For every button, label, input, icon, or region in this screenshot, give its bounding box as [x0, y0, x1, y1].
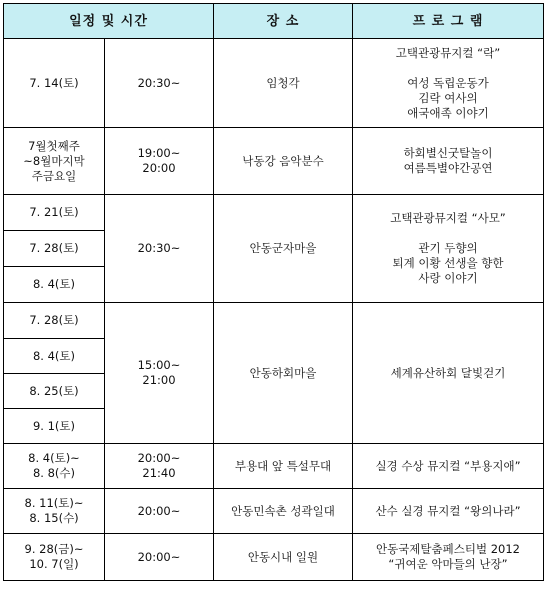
place-cell: 안동하회마을 — [214, 303, 353, 444]
header-program: 프 로 그 램 — [353, 4, 544, 39]
table-row — [4, 489, 544, 534]
date-cell: 8. 4(토) — [4, 267, 105, 303]
date-cell: 7. 28(토) — [4, 303, 105, 339]
table-row — [4, 444, 544, 489]
program-cell: 세계유산하회 달빛걷기 — [353, 303, 544, 444]
program-cell: 고택관광뮤지컬 “사모” 관기 두향의 퇴계 이황 선생을 향한 사랑 이야기 — [353, 195, 544, 303]
table-row — [4, 534, 544, 581]
event-schedule-table — [3, 3, 544, 581]
place-cell: 안동민속촌 성곽일대 — [214, 489, 353, 534]
date-cell: 7. 21(토) — [4, 195, 105, 231]
date-cell: 9. 28(금)~ 10. 7(일) — [4, 534, 105, 581]
date-cell: 7. 14(토) — [4, 39, 105, 128]
table-row — [4, 195, 544, 231]
date-cell: 7월첫째주 ~8월마지막 주금요일 — [4, 128, 105, 195]
program-cell: 산수 실경 뮤지컬 “왕의나라” — [353, 489, 544, 534]
date-cell: 7. 28(토) — [4, 231, 105, 267]
place-cell: 임청각 — [214, 39, 353, 128]
program-cell: 하회별신굿탈놀이 여름특별야간공연 — [353, 128, 544, 195]
time-cell: 20:00~ — [105, 489, 214, 534]
date-cell: 8. 4(토) — [4, 339, 105, 374]
program-cell: 고택관광뮤지컬 “락” 여성 독립운동가 김락 여사의 애국애족 이야기 — [353, 39, 544, 128]
date-cell: 9. 1(토) — [4, 409, 105, 444]
program-cell: 안동국제탈춤페스티벌 2012 “귀여운 악마들의 난장” — [353, 534, 544, 581]
time-cell: 15:00~ 21:00 — [105, 303, 214, 444]
place-cell: 낙동강 음악분수 — [214, 128, 353, 195]
program-cell: 실경 수상 뮤지컬 “부용지애” — [353, 444, 544, 489]
time-cell: 19:00~ 20:00 — [105, 128, 214, 195]
header-date-time: 일정 및 시간 — [4, 4, 214, 39]
date-cell: 8. 25(토) — [4, 374, 105, 409]
date-cell: 8. 11(토)~ 8. 15(수) — [4, 489, 105, 534]
place-cell: 안동군자마을 — [214, 195, 353, 303]
date-cell: 8. 4(토)~ 8. 8(수) — [4, 444, 105, 489]
time-cell: 20:30~ — [105, 39, 214, 128]
time-cell: 20:30~ — [105, 195, 214, 303]
time-cell: 20:00~ 21:40 — [105, 444, 214, 489]
table-header-row — [4, 4, 544, 39]
table-row — [4, 303, 544, 339]
header-place: 장 소 — [214, 4, 353, 39]
time-cell: 20:00~ — [105, 534, 214, 581]
place-cell: 부용대 앞 특설무대 — [214, 444, 353, 489]
table-row — [4, 39, 544, 128]
place-cell: 안동시내 일원 — [214, 534, 353, 581]
table-row — [4, 128, 544, 195]
